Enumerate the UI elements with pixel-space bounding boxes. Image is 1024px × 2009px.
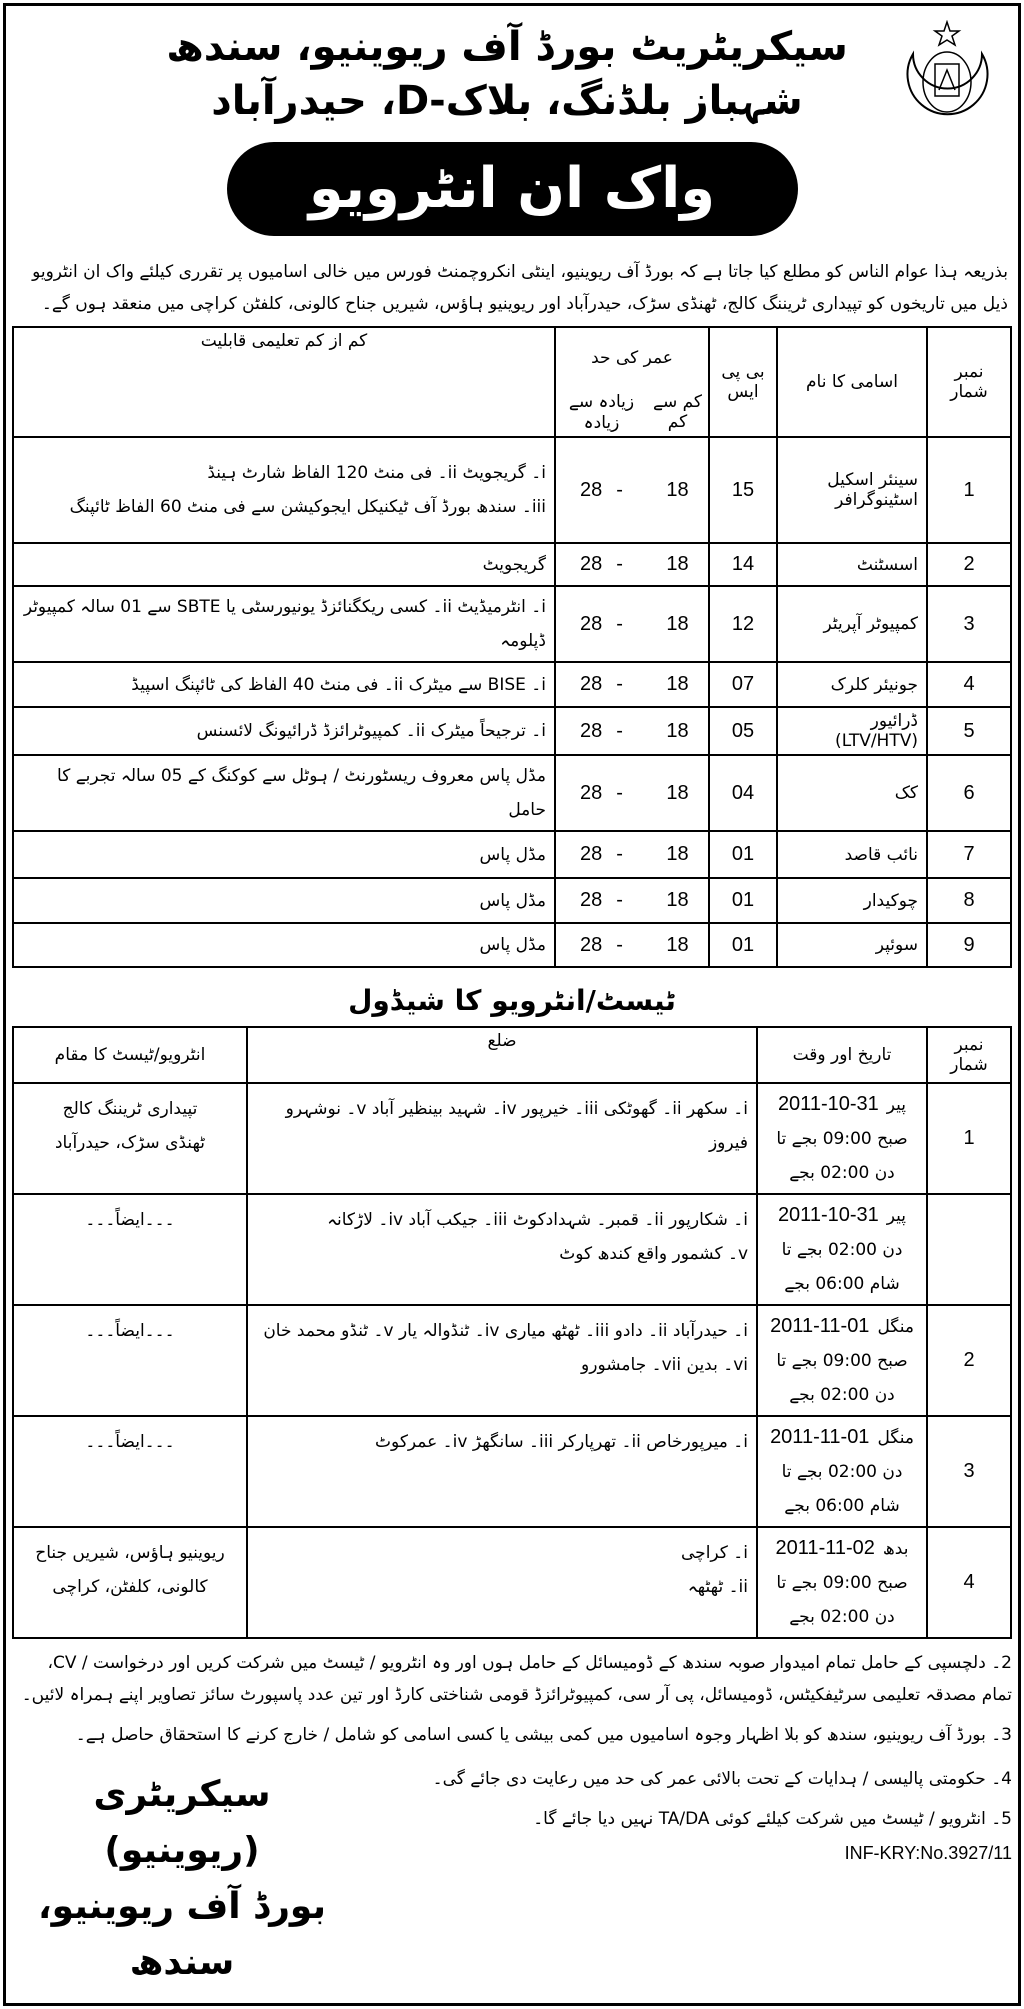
venue-line: ۔۔۔ایضاً۔۔۔ [85,1432,175,1452]
age-separator: - [616,719,623,742]
row-number: 4 [927,662,1011,707]
age-separator: - [616,781,623,804]
districts [247,1416,757,1527]
district-line: i۔ کراچی [681,1543,748,1563]
district-line: v۔ کشمور واقع کندھ کوٹ [559,1244,748,1264]
age-separator: - [616,933,623,956]
bps-grade: 05 [709,707,777,755]
qualification [13,831,555,878]
col-date-time: تاریخ اور وقت [757,1027,927,1083]
age-max [555,543,647,586]
bps-grade: 01 [709,878,777,923]
age-max [555,923,647,967]
qualification-line: i۔ انٹرمیڈیٹ ii۔ کسی ریکگنائزڈ یونیورسٹی یا SBTE سے 01 سالہ کمپیوٹر ڈپلومہ [23,597,546,651]
age-min: 18 [647,543,709,586]
row-number: 1 [927,1083,1011,1194]
age-max [555,831,647,878]
post-name: کک [777,755,927,831]
district-line: ii۔ ٹھٹھہ [687,1577,748,1597]
age-max-value: 28 [580,478,603,501]
venue [13,1083,247,1194]
row-number: 9 [927,923,1011,967]
post-name: اسسٹنٹ [777,543,927,586]
age-max [555,437,647,543]
age-max-value: 28 [580,843,603,865]
table-row [13,923,1011,967]
date: 31-10-2011 [777,1204,879,1226]
age-max-value: 28 [580,612,603,635]
col-num: نمبر شمار [927,1027,1011,1083]
header-title: سیکریٹریٹ بورڈ آف ریوینیو، سندھ [166,24,848,70]
note-2: 2۔ دلچسپی کے حامل تمام امیدوار صوبہ سندھ کے ڈومیسائل کے حامل ہوں اور وہ انٹرویو / ٹیسٹ میں شرکت کریں اور درخواست / CV، تمام مصدقہ تعلیمی سرٹیفکیٹس، ڈومیسائل، پی آر سی، کمپیوٹرائزڈ قومی شناختی کارڈ اور تین عدد پاسپورٹ سائز تصاویر اپنے ہمراہ لائیں۔ [21,1653,1012,1705]
post-name: ڈرائیور (LTV/HTV) [777,707,927,755]
header-address: شہباز بلڈنگ، بلاک-D، حیدرآباد [211,78,803,124]
table-row [13,437,1011,543]
qualification-line: مڈل پاس [479,844,546,865]
age-separator: - [616,843,623,865]
time: دن 02:00 بجے تا شام 06:00 بجے [781,1240,903,1294]
qualification-line: i۔ BISE سے میٹرک ii۔ فی منٹ 40 الفاظ کی ٹائپنگ اسپیڈ [131,674,546,695]
venue [13,1194,247,1305]
qualification [13,707,555,755]
note-4: 4۔ حکومتی پالیسی / ہدایات کے تحت بالائی عمر کی حد میں رعایت دی جائے گی۔ [432,1769,1012,1789]
qualification-line: i۔ ترجیحاً میٹرک ii۔ کمپیوٹرائزڈ ڈرائیونگ لائسنس [196,721,546,741]
age-max [555,755,647,831]
table-row [13,1194,1011,1305]
qualification [13,586,555,662]
ad-border [3,3,1021,2006]
date: 01-11-2011 [770,1426,870,1448]
age-min: 18 [647,831,709,878]
qualification [13,755,555,831]
venue-line: ریوینیو ہاؤس، شیریں جناح [35,1543,225,1563]
age-min: 18 [647,662,709,707]
districts [247,1194,757,1305]
date-time [757,1083,927,1194]
table-row [13,1416,1011,1527]
post-name: سوئپر [777,923,927,967]
reference-number: INF-KRY:No.3927/11 [844,1843,1012,1863]
time: صبح 09:00 بجے تا دن 02:00 بجے [776,1573,908,1627]
day: بدھ [882,1539,909,1559]
day: پیر [886,1206,907,1226]
bps-grade: 14 [709,543,777,586]
venue-line: ۔۔۔ایضاً۔۔۔ [85,1321,175,1341]
date-line [766,1420,918,1455]
table-row [13,1083,1011,1194]
age-separator: - [616,478,623,501]
date-line [766,1531,918,1566]
row-number: 8 [927,878,1011,923]
venue [13,1527,247,1638]
district-line: i۔ شکارپور ii۔ قمبر۔ شہدادکوٹ iii۔ جیکب آباد iv۔ لاڑکانہ [327,1210,748,1230]
row-number: 4 [927,1527,1011,1638]
districts [247,1527,757,1638]
row-number: 7 [927,831,1011,878]
table-row [13,878,1011,923]
bps-grade: 15 [709,437,777,543]
date-time [757,1527,927,1638]
age-max-value: 28 [580,553,603,575]
date-line [766,1309,918,1344]
district-line: vi۔ بدین vii۔ جامشورو [581,1355,748,1375]
col-age-max: زیادہ سے زیادہ [555,387,647,437]
age-max-value: 28 [580,719,603,742]
row-number: 3 [927,1416,1011,1527]
bps-grade: 12 [709,586,777,662]
signature-title: سیکریٹری (ریوینیو) [93,1774,271,1871]
qualification [13,878,555,923]
age-max [555,662,647,707]
post-name: نائب قاصد [777,831,927,878]
table-row [13,707,1011,755]
date: 01-11-2011 [770,1315,870,1337]
col-venue: انٹرویو/ٹیسٹ کا مقام [13,1027,247,1083]
schedule-table [12,1026,1012,1639]
age-separator: - [616,553,623,575]
row-number [927,1194,1011,1305]
venue [13,1416,247,1527]
date-line [766,1198,918,1233]
age-max-value: 28 [580,933,603,956]
qualification-line: مڈل پاس [479,935,546,955]
qualification-line: گریجویٹ [482,554,546,575]
table-row [13,831,1011,878]
date-time [757,1194,927,1305]
bps-grade: 01 [709,923,777,967]
venue-line: ٹھنڈی سڑک، حیدرآباد [54,1133,206,1153]
note-3: 3۔ بورڈ آف ریوینیو، سندھ کو بلا اظہار وجوہ اسامیوں میں کمی بیشی یا کسی اسامی کو شامل / خارج کرنے کا استحقاق حاصل ہے۔ [75,1725,1012,1745]
qualification-line: مڈل پاس معروف ریسٹورنٹ / ہوٹل سے کوکنگ کے 05 سالہ تجربے کا حامل [57,766,546,820]
table-row [13,755,1011,831]
districts [247,1305,757,1416]
col-district: ضلع [247,1027,757,1083]
age-max [555,878,647,923]
age-max-value: 28 [580,673,603,695]
date-time [757,1416,927,1527]
walk-in-interview-banner: واک ان انٹرویو [227,142,798,236]
table-row [13,1527,1011,1638]
col-bps: بی پی ایس [709,327,777,437]
venue-line: کالونی، کلفٹن، کراچی [52,1577,208,1597]
table-row [13,543,1011,586]
time: صبح 09:00 بجے تا دن 02:00 بجے [776,1351,908,1405]
age-min: 18 [647,755,709,831]
qualification-line: iii۔ سندھ بورڈ آف ٹیکنیکل ایجوکیشن سے فی منٹ 60 الفاظ ٹائپنگ [69,497,546,517]
age-min: 18 [647,707,709,755]
age-separator: - [616,889,623,911]
post-name: سینئر اسکیل اسٹینوگرافر [777,437,927,543]
age-min: 18 [647,878,709,923]
day: پیر [886,1095,907,1115]
time: دن 02:00 بجے تا شام 06:00 بجے [781,1462,903,1516]
qualification [13,437,555,543]
bps-grade: 04 [709,755,777,831]
venue [13,1305,247,1416]
district-line: i۔ حیدرآباد ii۔ دادو iii۔ ٹھٹھ میاری iv۔ ٹنڈوالہ یار v۔ ٹنڈو محمد خان [263,1321,748,1341]
age-min: 18 [647,586,709,662]
qualification [13,662,555,707]
schedule-title: ٹیسٹ/انٹرویو کا شیڈول [348,984,676,1017]
age-max-value: 28 [580,889,603,911]
date: 31-10-2011 [777,1093,879,1115]
table-row [13,662,1011,707]
col-post-name: اسامی کا نام [777,327,927,437]
qualification-line: مڈل پاس [479,890,546,911]
col-age-limit: عمر کی حد [555,327,709,387]
qualification-line: i۔ گریجویٹ ii۔ فی منٹ 120 الفاظ شارٹ ہینڈ [207,463,546,483]
day: منگل [877,1317,914,1337]
note-5: 5۔ انٹرویو / ٹیسٹ میں شرکت کیلئے کوئی TA/DA نہیں دیا جائے گا۔ [533,1809,1012,1829]
row-number: 2 [927,543,1011,586]
age-min: 18 [647,437,709,543]
district-line: i۔ میرپورخاص ii۔ تھرپارکر iii۔ سانگھڑ iv۔ عمرکوٹ [375,1432,748,1452]
col-age-min: کم سے کم [647,387,709,437]
table-row [13,1305,1011,1416]
age-max [555,586,647,662]
districts [247,1083,757,1194]
age-separator: - [616,673,623,695]
col-num: نمبر شمار [927,327,1011,437]
row-number: 1 [927,437,1011,543]
row-number: 2 [927,1305,1011,1416]
district-line: i۔ سکھر ii۔ گھوٹکی iii۔ خیرپور iv۔ شہید بینظیر آباد v۔ نوشہرو فیروز [285,1099,748,1153]
age-min: 18 [647,923,709,967]
qualification [13,543,555,586]
bps-grade: 01 [709,831,777,878]
row-number: 5 [927,707,1011,755]
age-max [555,707,647,755]
age-max-value: 28 [580,781,603,804]
age-separator: - [616,612,623,635]
qualification [13,923,555,967]
signature-office: بورڈ آف ریوینیو، سندھ [37,1886,327,1983]
posts-table [12,326,1012,968]
table-row [13,586,1011,662]
time: صبح 09:00 بجے تا دن 02:00 بجے [776,1129,908,1183]
row-number: 3 [927,586,1011,662]
post-name: چوکیدار [777,878,927,923]
venue-line: ۔۔۔ایضاً۔۔۔ [85,1210,175,1230]
col-qualification: کم از کم تعلیمی قابلیت [13,327,555,437]
post-name: کمپیوٹر آپریٹر [777,586,927,662]
bps-grade: 07 [709,662,777,707]
date-time [757,1305,927,1416]
day: منگل [877,1428,914,1448]
venue-line: تپیداری ٹریننگ کالج [62,1099,198,1119]
date: 02-11-2011 [775,1537,875,1559]
government-of-sindh-emblem-icon [895,20,1000,128]
row-number: 6 [927,755,1011,831]
intro-paragraph: بذریعہ ہذا عوام الناس کو مطلع کیا جاتا ہے کہ بورڈ آف ریوینیو، اینٹی انکروچمنٹ فورس میں خالی اسامیوں پر تقرری کیلئے واک ان انٹرویو ذیل میں تاریخوں کو تپیداری ٹریننگ کالج، ٹھنڈی سڑک، حیدرآباد اور ریوینیو ہاؤس، شیریں جناح کالونی، کلفٹن کراچی میں منعقد ہوں گے۔ [32,262,1008,314]
post-name: جونیئر کلرک [777,662,927,707]
date-line [766,1087,918,1122]
